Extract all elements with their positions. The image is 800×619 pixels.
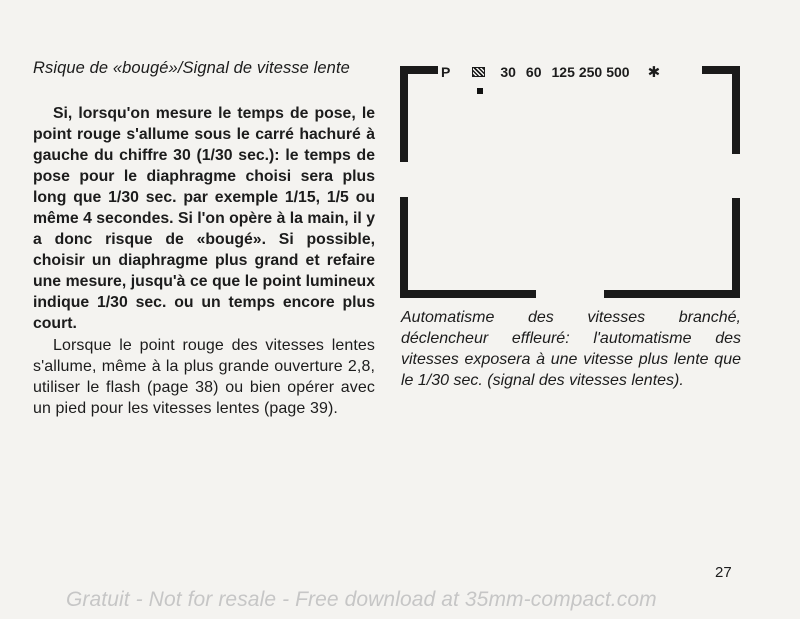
viewfinder-frame-left-upper — [400, 66, 408, 162]
left-column — [33, 58, 375, 419]
watermark-text: Gratuit - Not for resale - Free download at 35mm-compact.com — [66, 588, 657, 611]
viewfinder-frame-right-upper — [732, 66, 740, 154]
section-title: Rsique de «bougé»/Signal de vitesse lente — [33, 59, 350, 77]
viewfinder-frame-left-lower — [400, 197, 408, 298]
speed-250: 250 — [578, 64, 603, 80]
speed-500: 500 — [606, 64, 630, 80]
viewfinder-frame-right-lower — [732, 198, 740, 298]
viewfinder-diagram — [400, 66, 740, 298]
speed-30: 30 — [500, 64, 516, 80]
viewfinder-frame-bottom-right — [604, 290, 740, 298]
paragraph-flash-advice: Lorsque le point rouge des vitesses lentes s'allume, même à la plus grande ouverture 2,8, utiliser le flash (page 38) ou bien opérer avec un pied pour les vitesses lentes (page 39). — [33, 337, 375, 417]
slow-speed-indicator-dot — [477, 88, 483, 94]
paragraph-slow-speed-warning: Si, lorsqu'on mesure le temps de pose, le point rouge s'allume sous le carré hachuré à gauche du chiffre 30 (1/30 sec.): le temps de pose pour le diaphragme choisi sera plus long que 1/30 sec. par exemple 1/15, 1/5 ou même 4 secondes. Si l'on opère à la main, il y a donc risque de «bougé». Si possible, choisir un diaphragme plus grand et refaire une mesure, jusqu'à ce que le point lumineux indique 1/30 sec. ou un temps encore plus court. — [33, 105, 375, 332]
program-mode-label: P — [441, 64, 451, 80]
viewfinder-frame-bottom-left — [400, 290, 536, 298]
flash-ready-icon: ✱ — [647, 64, 661, 81]
speed-60: 60 — [525, 64, 542, 80]
hatched-square-icon — [472, 67, 485, 77]
page-number: 27 — [715, 564, 732, 581]
figure-caption: Automatisme des vitesses branché, déclencheur effleuré: l'automatisme des vitesses exposera à une vitesse plus lente que le 1/30 sec. (signal des vitesses lentes). — [401, 309, 741, 389]
speed-125: 125 — [551, 64, 575, 80]
shutter-speed-scale — [441, 62, 660, 82]
